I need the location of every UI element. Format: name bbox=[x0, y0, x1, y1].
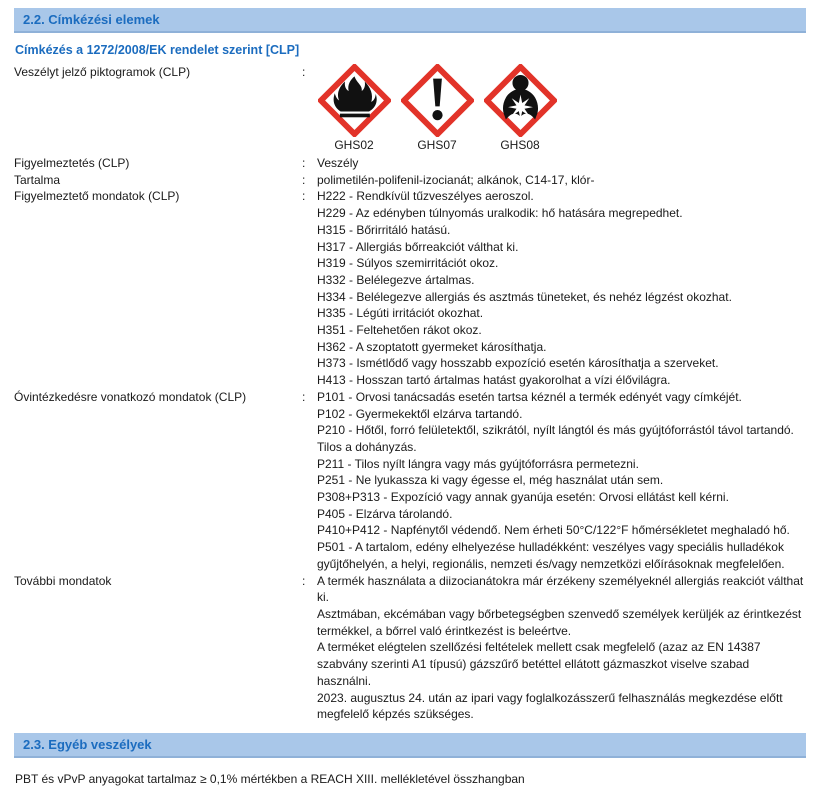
field-colon: : bbox=[302, 172, 306, 187]
field-value-line: H413 - Hosszan tartó ártalmas hatást gyakorolhat a vízi élővilágra. bbox=[317, 373, 671, 388]
field-value-line: H334 - Belélegezve allergiás és asztmás tüneteket, és nehéz légzést okozhat. bbox=[317, 289, 732, 304]
field-colon: : bbox=[302, 573, 306, 588]
field-value-line: polimetilén-polifenil-izocianát; alkánok, C14-17, klór- bbox=[317, 172, 595, 187]
field-label: Óvintézkedésre vonatkozó mondatok (CLP) bbox=[14, 389, 247, 404]
field-value-line: P501 - A tartalom, edény elhelyezése hulladékként: veszélyes vagy speciális hulladékok bbox=[317, 540, 784, 555]
field-label: Figyelmeztetés (CLP) bbox=[14, 156, 130, 170]
field-value-line: P102 - Gyermekektől elzárva tartandó. bbox=[317, 406, 523, 421]
field-value-line: P405 - Elzárva tárolandó. bbox=[317, 506, 453, 521]
ghs-pictogram bbox=[317, 64, 391, 153]
ghs-pictogram bbox=[400, 64, 474, 153]
field-value-line: H351 - Feltehetően rákot okoz. bbox=[317, 323, 482, 338]
other-hazards-statement: PBT és vPvP anyagokat tartalmaz ≥ 0,1% mértékben a REACH XIII. mellékletével összhangban bbox=[15, 771, 525, 786]
field-value bbox=[317, 172, 806, 189]
clp-regulation-subtitle: Címkézés a 1272/2008/EK rendelet szerint [CLP] bbox=[15, 43, 300, 57]
field-value-line: P251 - Ne lyukassza ki vagy égesse el, még használat után sem. bbox=[317, 473, 664, 488]
field-value-line: Tilos a dohányzás. bbox=[317, 439, 417, 454]
field-value-line: P101 - Orvosi tanácsadás esetén tartsa kéznél a termék edényét vagy címkéjét. bbox=[317, 389, 742, 404]
field-value-line: P210 - Hőtől, forró felületektől, szikrától, nyílt lángtól és más gyújtóforrástól távol tartandó. bbox=[317, 423, 794, 438]
field-value-line: P308+P313 - Expozíció vagy annak gyanúja esetén: Orvosi ellátást kell kérni. bbox=[317, 490, 729, 505]
field-value-line: H332 - Belélegezve ártalmas. bbox=[317, 272, 475, 287]
field-row bbox=[14, 155, 806, 172]
section-2-3-header bbox=[14, 733, 806, 758]
field-label: Tartalma bbox=[14, 172, 61, 187]
section-2-2-header bbox=[14, 8, 806, 33]
field-colon: : bbox=[302, 65, 306, 79]
field-value-line: Veszély bbox=[317, 156, 359, 170]
field-value bbox=[317, 573, 806, 723]
field-row bbox=[14, 64, 806, 155]
field-colon: : bbox=[302, 156, 306, 170]
field-value-line: használni. bbox=[317, 673, 372, 688]
ghs-code-label: GHS02 bbox=[334, 138, 374, 152]
exclamation-icon bbox=[401, 64, 474, 137]
field-value-line: szabvány szerinti A1 típusú) gázszűrő betéttel ellátott gázmaszkot viselve szabad bbox=[317, 657, 750, 672]
field-value-line: megfelelő képzés szükséges. bbox=[317, 707, 474, 722]
ghs-code-label: GHS07 bbox=[417, 138, 457, 152]
labeling-fields bbox=[14, 64, 806, 723]
field-value-line: P410+P412 - Napfénytől védendő. Nem érheti 50°C/122°F hőmérsékletet meghaladó hő. bbox=[317, 523, 790, 538]
field-label: Veszélyt jelző piktogramok (CLP) bbox=[14, 65, 191, 79]
section-2-2-title: 2.2. Címkézési elemek bbox=[23, 12, 160, 27]
field-value-line: H229 - Az edényben túlnyomás uralkodik: hő hatására megrepedhet. bbox=[317, 206, 683, 221]
field-row bbox=[14, 389, 806, 573]
field-value bbox=[317, 389, 806, 573]
field-label: További mondatok bbox=[14, 573, 112, 588]
section-2-3-title: 2.3. Egyéb veszélyek bbox=[23, 736, 152, 752]
field-value-line: H319 - Súlyos szemirritációt okoz. bbox=[317, 256, 499, 271]
field-value-line: H315 - Bőrirritáló hatású. bbox=[317, 222, 451, 237]
field-value-line: ki. bbox=[317, 590, 329, 605]
field-value-line: Asztmában, ekcémában vagy bőrbetegségben szenvedő személyek kerüljék az érintkezést bbox=[317, 606, 802, 621]
field-value-line: A terméket elégtelen szellőzési feltételek mellett csak megfelelő (azaz az EN 14387 bbox=[317, 640, 761, 655]
field-label: Figyelmeztető mondatok (CLP) bbox=[14, 189, 180, 204]
field-colon: : bbox=[302, 189, 306, 204]
field-value-line: termékkel, a bőrrel való érintkezést is beleértve. bbox=[317, 623, 572, 638]
ghs-code-label: GHS08 bbox=[500, 138, 540, 152]
field-row bbox=[14, 188, 806, 388]
field-value-line: H373 - Ismétlődő vagy hosszabb expozíció esetén károsíthatja a szerveket. bbox=[317, 356, 719, 371]
field-colon: : bbox=[302, 389, 306, 404]
field-value-line: H335 - Légúti irritációt okozhat. bbox=[317, 306, 484, 321]
field-value bbox=[317, 155, 806, 172]
field-row bbox=[14, 172, 806, 189]
field-row bbox=[14, 573, 806, 723]
field-value-line: gyűjtőhelyén, a helyi, regionális, nemzeti és/vagy nemzetközi előírásoknak megfelelően. bbox=[317, 556, 785, 571]
field-value bbox=[317, 188, 806, 388]
health-hazard-icon bbox=[484, 64, 557, 137]
field-value-line: H222 - Rendkívül tűzveszélyes aeroszol. bbox=[317, 189, 534, 204]
pictogram-row bbox=[317, 64, 806, 153]
field-value-line: 2023. augusztus 24. után az ipari vagy foglalkozásszerű felhasználás megkezdése előtt bbox=[317, 690, 783, 705]
flame-icon bbox=[318, 64, 391, 137]
field-value-line: A termék használata a diizocianátokra már érzékeny személyeknél allergiás reakciót válthat bbox=[317, 573, 804, 588]
field-value-line: P211 - Tilos nyílt lángra vagy más gyújtóforrásra permetezni. bbox=[317, 456, 639, 471]
field-value bbox=[317, 64, 806, 155]
ghs-pictogram bbox=[483, 64, 557, 153]
field-value-line: H362 - A szoptatott gyermeket károsíthatja. bbox=[317, 339, 547, 354]
field-value-line: H317 - Allergiás bőrreakciót válthat ki. bbox=[317, 239, 519, 254]
